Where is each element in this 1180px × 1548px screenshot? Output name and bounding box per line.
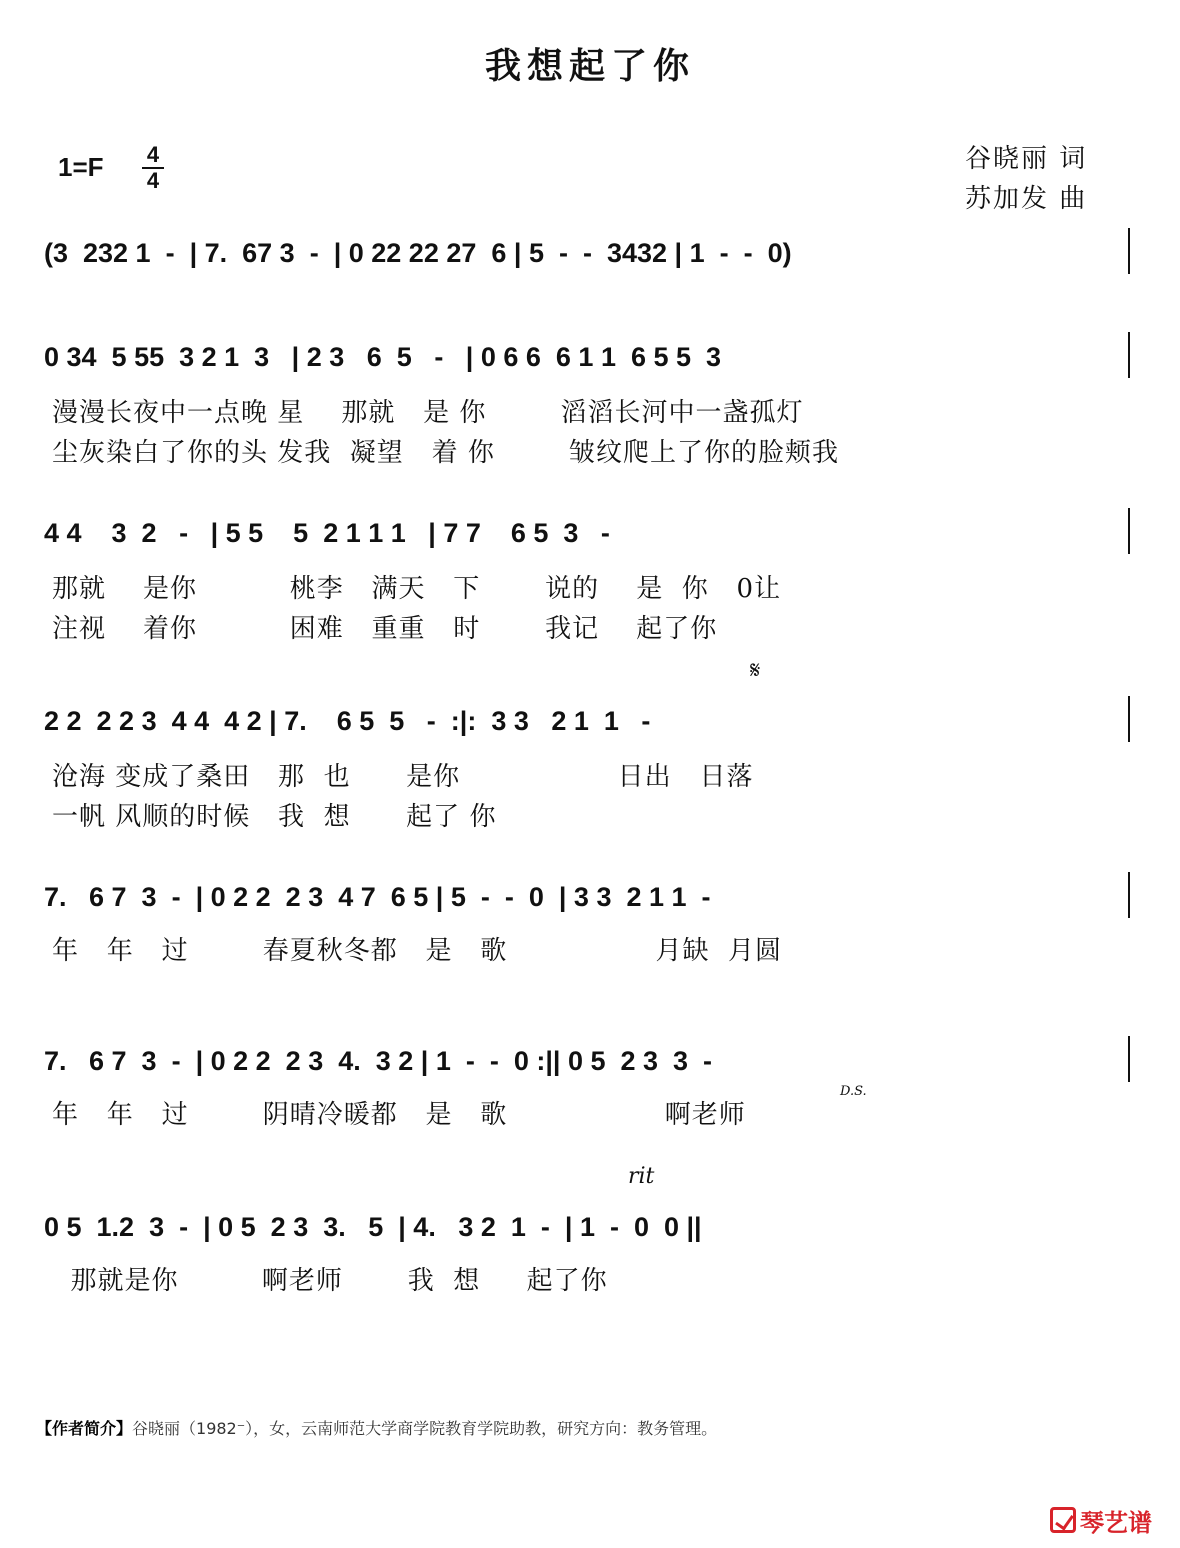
author-note-label: 【作者简介】 — [36, 1419, 133, 1438]
lyric-verse-1: 年 年 过 春夏秋冬都 是 歌 月缺 月圆 — [52, 936, 783, 966]
lyric-verse-2: 尘灰染白了你的头 发我 凝望 着 你 皱纹爬上了你的脸颊我 — [52, 438, 839, 468]
lyric-verse-1: 沧海 变成了桑田 那 也 是你 日出 日落 — [52, 762, 754, 792]
time-signature-top: 4 — [146, 142, 160, 167]
score-notes: 0 5 1.2 3 - | 0 5 2 3 3. 5 | 4. 3 2 1 - | 1 - 0 0 || — [44, 1212, 702, 1242]
site-logo — [1050, 1502, 1168, 1538]
score-row-6 — [44, 1164, 1134, 1296]
score-notes: 4 4 3 2 - | 5 5 5 2 1 1 1 | 7 7 6 5 3 - — [44, 518, 610, 548]
lyric-verse-1: 那就 是你 桃李 满天 下 说的 是 你 0让 — [52, 574, 782, 604]
score-notes: 0 34 5 55 3 2 1 3 | 2 3 6 5 - | 0 6 6 6 1 1 6 5 5 3 — [44, 342, 722, 372]
score-row-4 — [44, 872, 1134, 966]
score-row-1 — [44, 332, 1134, 468]
logo-text: 琴艺谱 — [1080, 1508, 1152, 1537]
author-note-text: 谷晓丽（1982⁻），女，云南师范大学商学院教育学院助教，研究方向：教务管理。 — [132, 1419, 718, 1438]
composer-credit: 苏加发 曲 — [965, 184, 1088, 214]
score-row-intro — [44, 228, 1134, 288]
qinyipu-logo-icon — [1050, 1507, 1076, 1533]
barline-end — [1128, 696, 1130, 742]
song-title: 我想起了你 — [484, 45, 695, 87]
ds-mark: D.S. — [840, 1084, 867, 1099]
time-signature — [142, 144, 164, 192]
barline-end — [1128, 228, 1130, 274]
author-note — [36, 1416, 717, 1439]
score-row-3 — [44, 656, 1134, 832]
rit-mark: rit — [628, 1164, 655, 1189]
score-notes: 2 2 2 2 3 4 4 4 2 | 7. 6 5 5 - :|: 3 3 2 1 1 - — [44, 706, 651, 736]
segno-mark: 𝄋 — [750, 656, 761, 684]
barline-end — [1128, 872, 1130, 918]
barline-end — [1128, 332, 1130, 378]
lyricist-credit: 谷晓丽 词 — [965, 144, 1088, 174]
score-row-5 — [44, 1036, 1134, 1130]
lyric-verse-2: 注视 着你 困难 重重 时 我记 起了你 — [52, 614, 718, 644]
score-notes: 7. 6 7 3 - | 0 2 2 2 3 4 7 6 5 | 5 - - 0 | 3 3 2 1 1 - — [44, 882, 711, 912]
score-notes: 7. 6 7 3 - | 0 2 2 2 3 4. 3 2 | 1 - - 0 :|| 0 5 2 3 3 - — [44, 1046, 713, 1076]
lyric-verse-1: 漫漫长夜中一点晚 星 那就 是 你 滔滔长河中一盏孤灯 — [52, 398, 804, 428]
score-row-2 — [44, 508, 1134, 644]
score-notes: (3 232 1 - | 7. 67 3 - | 0 22 22 27 6 | 5 - - 3432 | 1 - - 0) — [44, 238, 792, 268]
lyric-verse-2: 一帆 风顺的时候 我 想 起了 你 — [52, 802, 497, 832]
barline-end — [1128, 508, 1130, 554]
time-signature-bottom: 4 — [146, 168, 160, 193]
barline-end — [1128, 1036, 1130, 1082]
key-signature: 1=F — [58, 152, 104, 182]
lyric-verse-1: 那就是你 啊老师 我 想 起了你 — [52, 1266, 608, 1296]
lyric-verse-1: 年 年 过 阴晴冷暖都 是 歌 啊老师 — [52, 1100, 746, 1130]
